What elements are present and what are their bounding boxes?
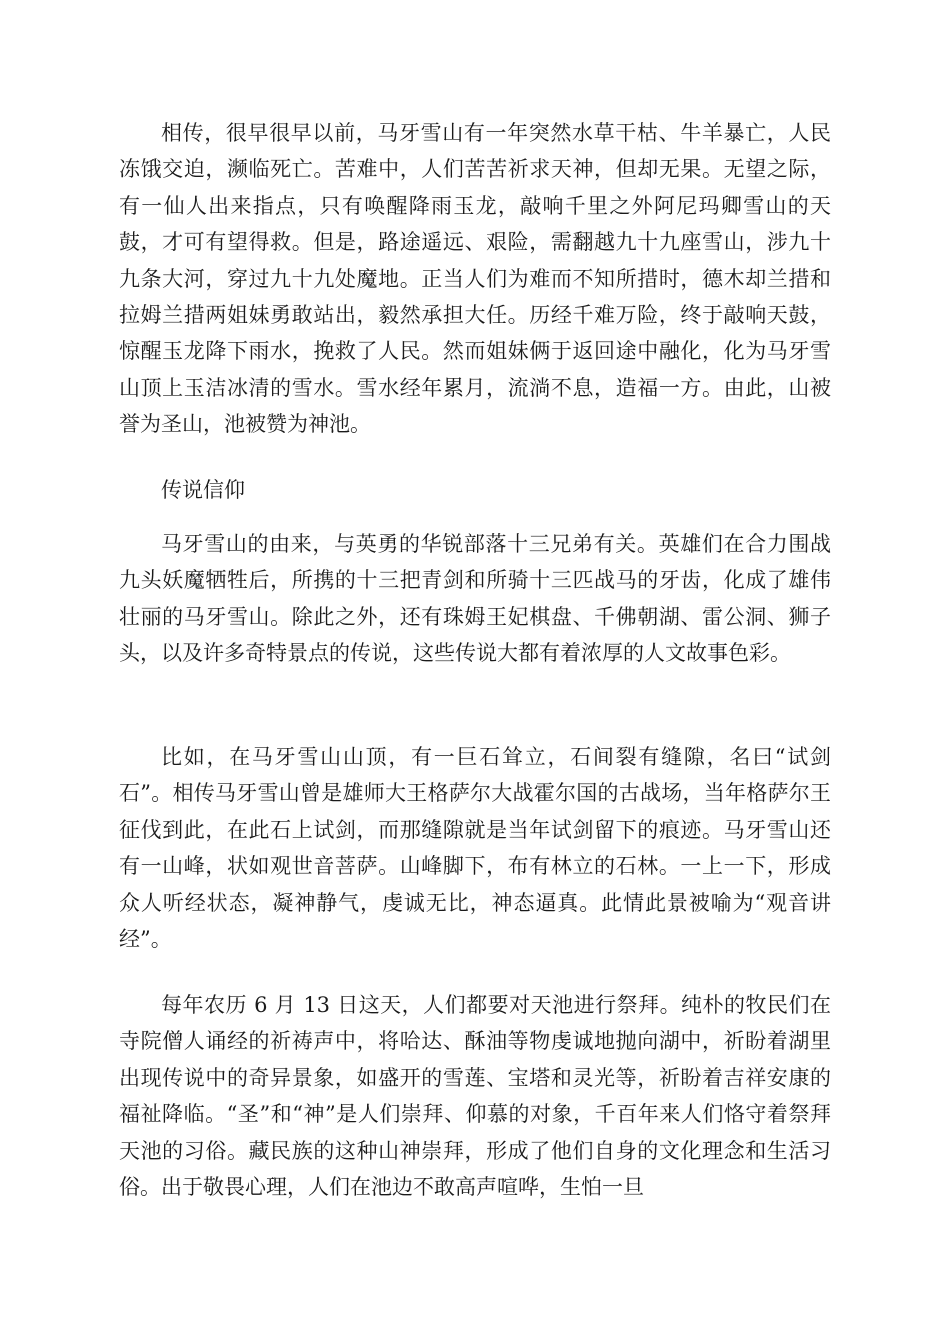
paragraph-legend-origin: 相传，很早很早以前，马牙雪山有一年突然水草干枯、牛羊暴亡，人民冻饿交迫，濒临死亡。苦难中，人们苦苦祈求天神，但却无果。无望之际，有一仙人出来指点，只有唤醒降雨玉龙，敲响千里之外阿尼玛卿雪山的天鼓，才可有望得救。但是，路途遥远、艰险，需翻越九十九座雪山，涉九十九条大河，穿过九十九处魔地。正当人们为难而不知所措时，德木却兰措和拉姆兰措两姐妹勇敢站出，毅然承担大任。历经千难万险，终于敲响天鼓，惊醒玉龙降下雨水，挽救了人民。然而姐妹俩于返回途中融化，化为马牙雪山顶上玉洁冰清的雪水。雪水经年累月，流淌不息，造福一方。由此，山被誉为圣山，池被赞为神池。 bbox=[119, 121, 831, 437]
paragraph-mountain-origin: 马牙雪山的由来，与英勇的华锐部落十三兄弟有关。英雄们在合力围战九头妖魔牺牲后，所携的十三把青剑和所骑十三匹战马的牙齿，化成了雄伟壮丽的马牙雪山。除此之外，还有珠姆王妃棋盘、千佛朝湖、雷公洞、狮子头，以及许多奇特景点的传说，这些传说大都有着浓厚的人文故事色彩。 bbox=[119, 532, 831, 666]
paragraph-worship: 每年农历 6 月 13 日这天，人们都要对天池进行祭拜。纯朴的牧民们在寺院僧人诵经的祈祷声中，将哈达、酥油等物虔诚地抛向湖中，祈盼着湖里出现传说中的奇异景象，如盛开的雪莲、宝塔和灵光等，祈盼着吉祥安康的福祉降临。“圣”和“神”是人们崇拜、仰慕的对象，千百年来人们恪守着祭拜天池的习俗。藏民族的这种山神崇拜，形成了他们自身的文化理念和生活习俗。出于敬畏心理，人们在池边不敢高声喧哗，生怕一旦 bbox=[119, 993, 831, 1200]
paragraph-sword-stone-block bbox=[119, 739, 831, 957]
paragraph-legend-origin-block bbox=[119, 115, 831, 443]
paragraph-sword-stone: 比如，在马牙雪山山顶，有一巨石耸立，石间裂有缝隙，名曰“试剑石”。相传马牙雪山曾是雄师大王格萨尔大战霍尔国的古战场，当年格萨尔王征伐到此，在此石上试剑，而那缝隙就是当年试剑留下的痕迹。马牙雪山还有一山峰，状如观世音菩萨。山峰脚下，布有林立的石林。一上一下，形成众人听经状态，凝神静气，虔诚无比，神态逼真。此情此景被喻为“观音讲经”。 bbox=[119, 745, 831, 952]
section-heading-block bbox=[119, 472, 831, 508]
section-heading-legend-belief: 传说信仰 bbox=[161, 478, 245, 502]
paragraph-mountain-origin-block bbox=[119, 526, 831, 672]
paragraph-worship-block bbox=[119, 987, 831, 1205]
